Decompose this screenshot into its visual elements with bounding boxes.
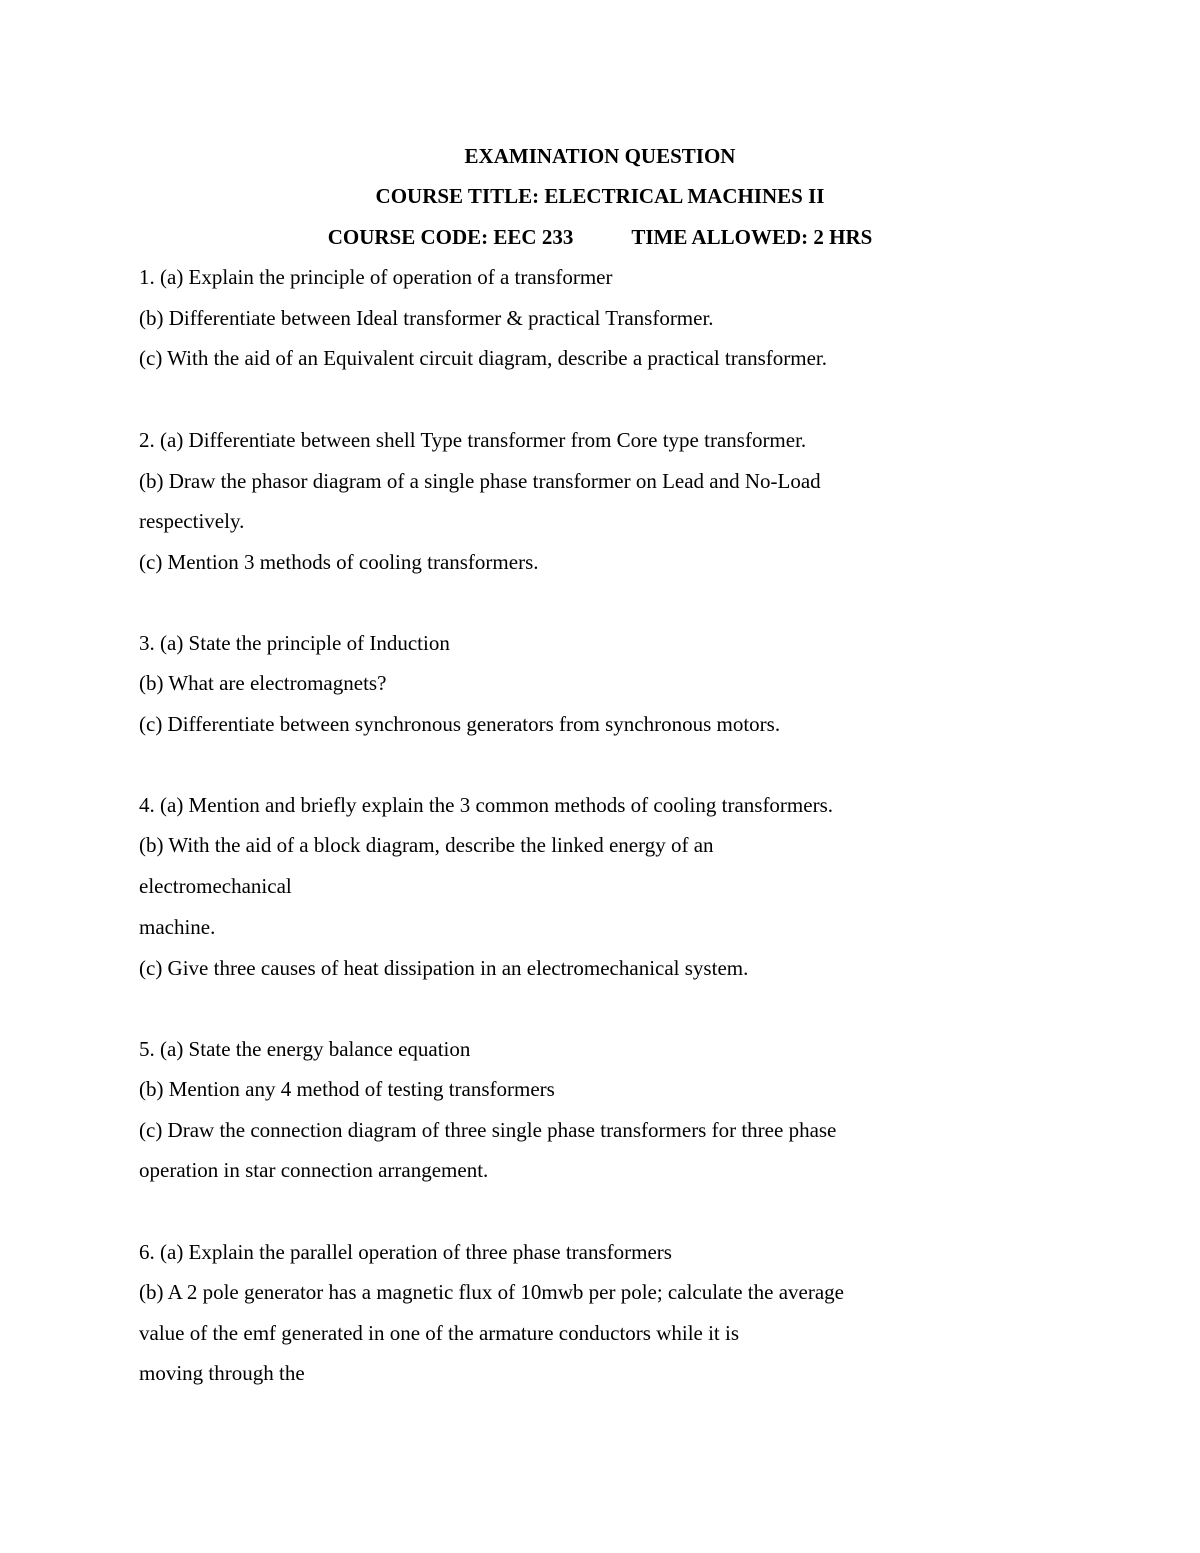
q4-part-b-line1: (b) With the aid of a block diagram, describe the linked energy of an xyxy=(139,833,714,857)
q5-part-a: 5. (a) State the energy balance equation xyxy=(139,1037,471,1061)
q6-part-b-line3: moving through the xyxy=(139,1361,305,1385)
q3-part-b: (b) What are electromagnets? xyxy=(139,671,387,695)
q2-part-c: (c) Mention 3 methods of cooling transformers. xyxy=(139,550,539,574)
q6-part-b-line1: (b) A 2 pole generator has a magnetic flux of 10mwb per pole; calculate the average xyxy=(139,1280,844,1304)
q6-part-b-line2: value of the emf generated in one of the armature conductors while it is xyxy=(139,1321,740,1345)
q2-part-b-line1: (b) Draw the phasor diagram of a single phase transformer on Lead and No-Load xyxy=(139,469,821,493)
q6-part-a: 6. (a) Explain the parallel operation of three phase transformers xyxy=(139,1240,672,1264)
q4-part-b-line3: machine. xyxy=(139,915,216,939)
course-title: COURSE TITLE: ELECTRICAL MACHINES II xyxy=(375,184,825,208)
q2-part-b-line2: respectively. xyxy=(139,509,245,533)
q1-part-b: (b) Differentiate between Ideal transformer & practical Transformer. xyxy=(139,306,714,330)
q5-part-b: (b) Mention any 4 method of testing transformers xyxy=(139,1077,555,1101)
q1-part-a: 1. (a) Explain the principle of operation of a transformer xyxy=(139,265,613,289)
q4-part-c: (c) Give three causes of heat dissipation in an electromechanical system. xyxy=(139,956,749,980)
q5-part-c-line1: (c) Draw the connection diagram of three single phase transformers for three phase xyxy=(139,1118,837,1142)
q3-part-c: (c) Differentiate between synchronous generators from synchronous motors. xyxy=(139,712,781,736)
q1-part-c: (c) With the aid of an Equivalent circuit diagram, describe a practical transformer. xyxy=(139,346,827,370)
q3-part-a: 3. (a) State the principle of Induction xyxy=(139,631,450,655)
course-info-line xyxy=(0,224,1200,250)
q2-part-a: 2. (a) Differentiate between shell Type transformer from Core type transformer. xyxy=(139,428,807,452)
course-code: COURSE CODE: EEC 233 xyxy=(327,225,574,249)
exam-title: EXAMINATION QUESTION xyxy=(464,144,736,168)
q5-part-c-line2: operation in star connection arrangement. xyxy=(139,1158,489,1182)
q4-part-b-line2: electromechanical xyxy=(139,874,292,898)
q4-part-a: 4. (a) Mention and briefly explain the 3 common methods of cooling transformers. xyxy=(139,793,833,817)
time-allowed: TIME ALLOWED: 2 HRS xyxy=(631,225,873,249)
